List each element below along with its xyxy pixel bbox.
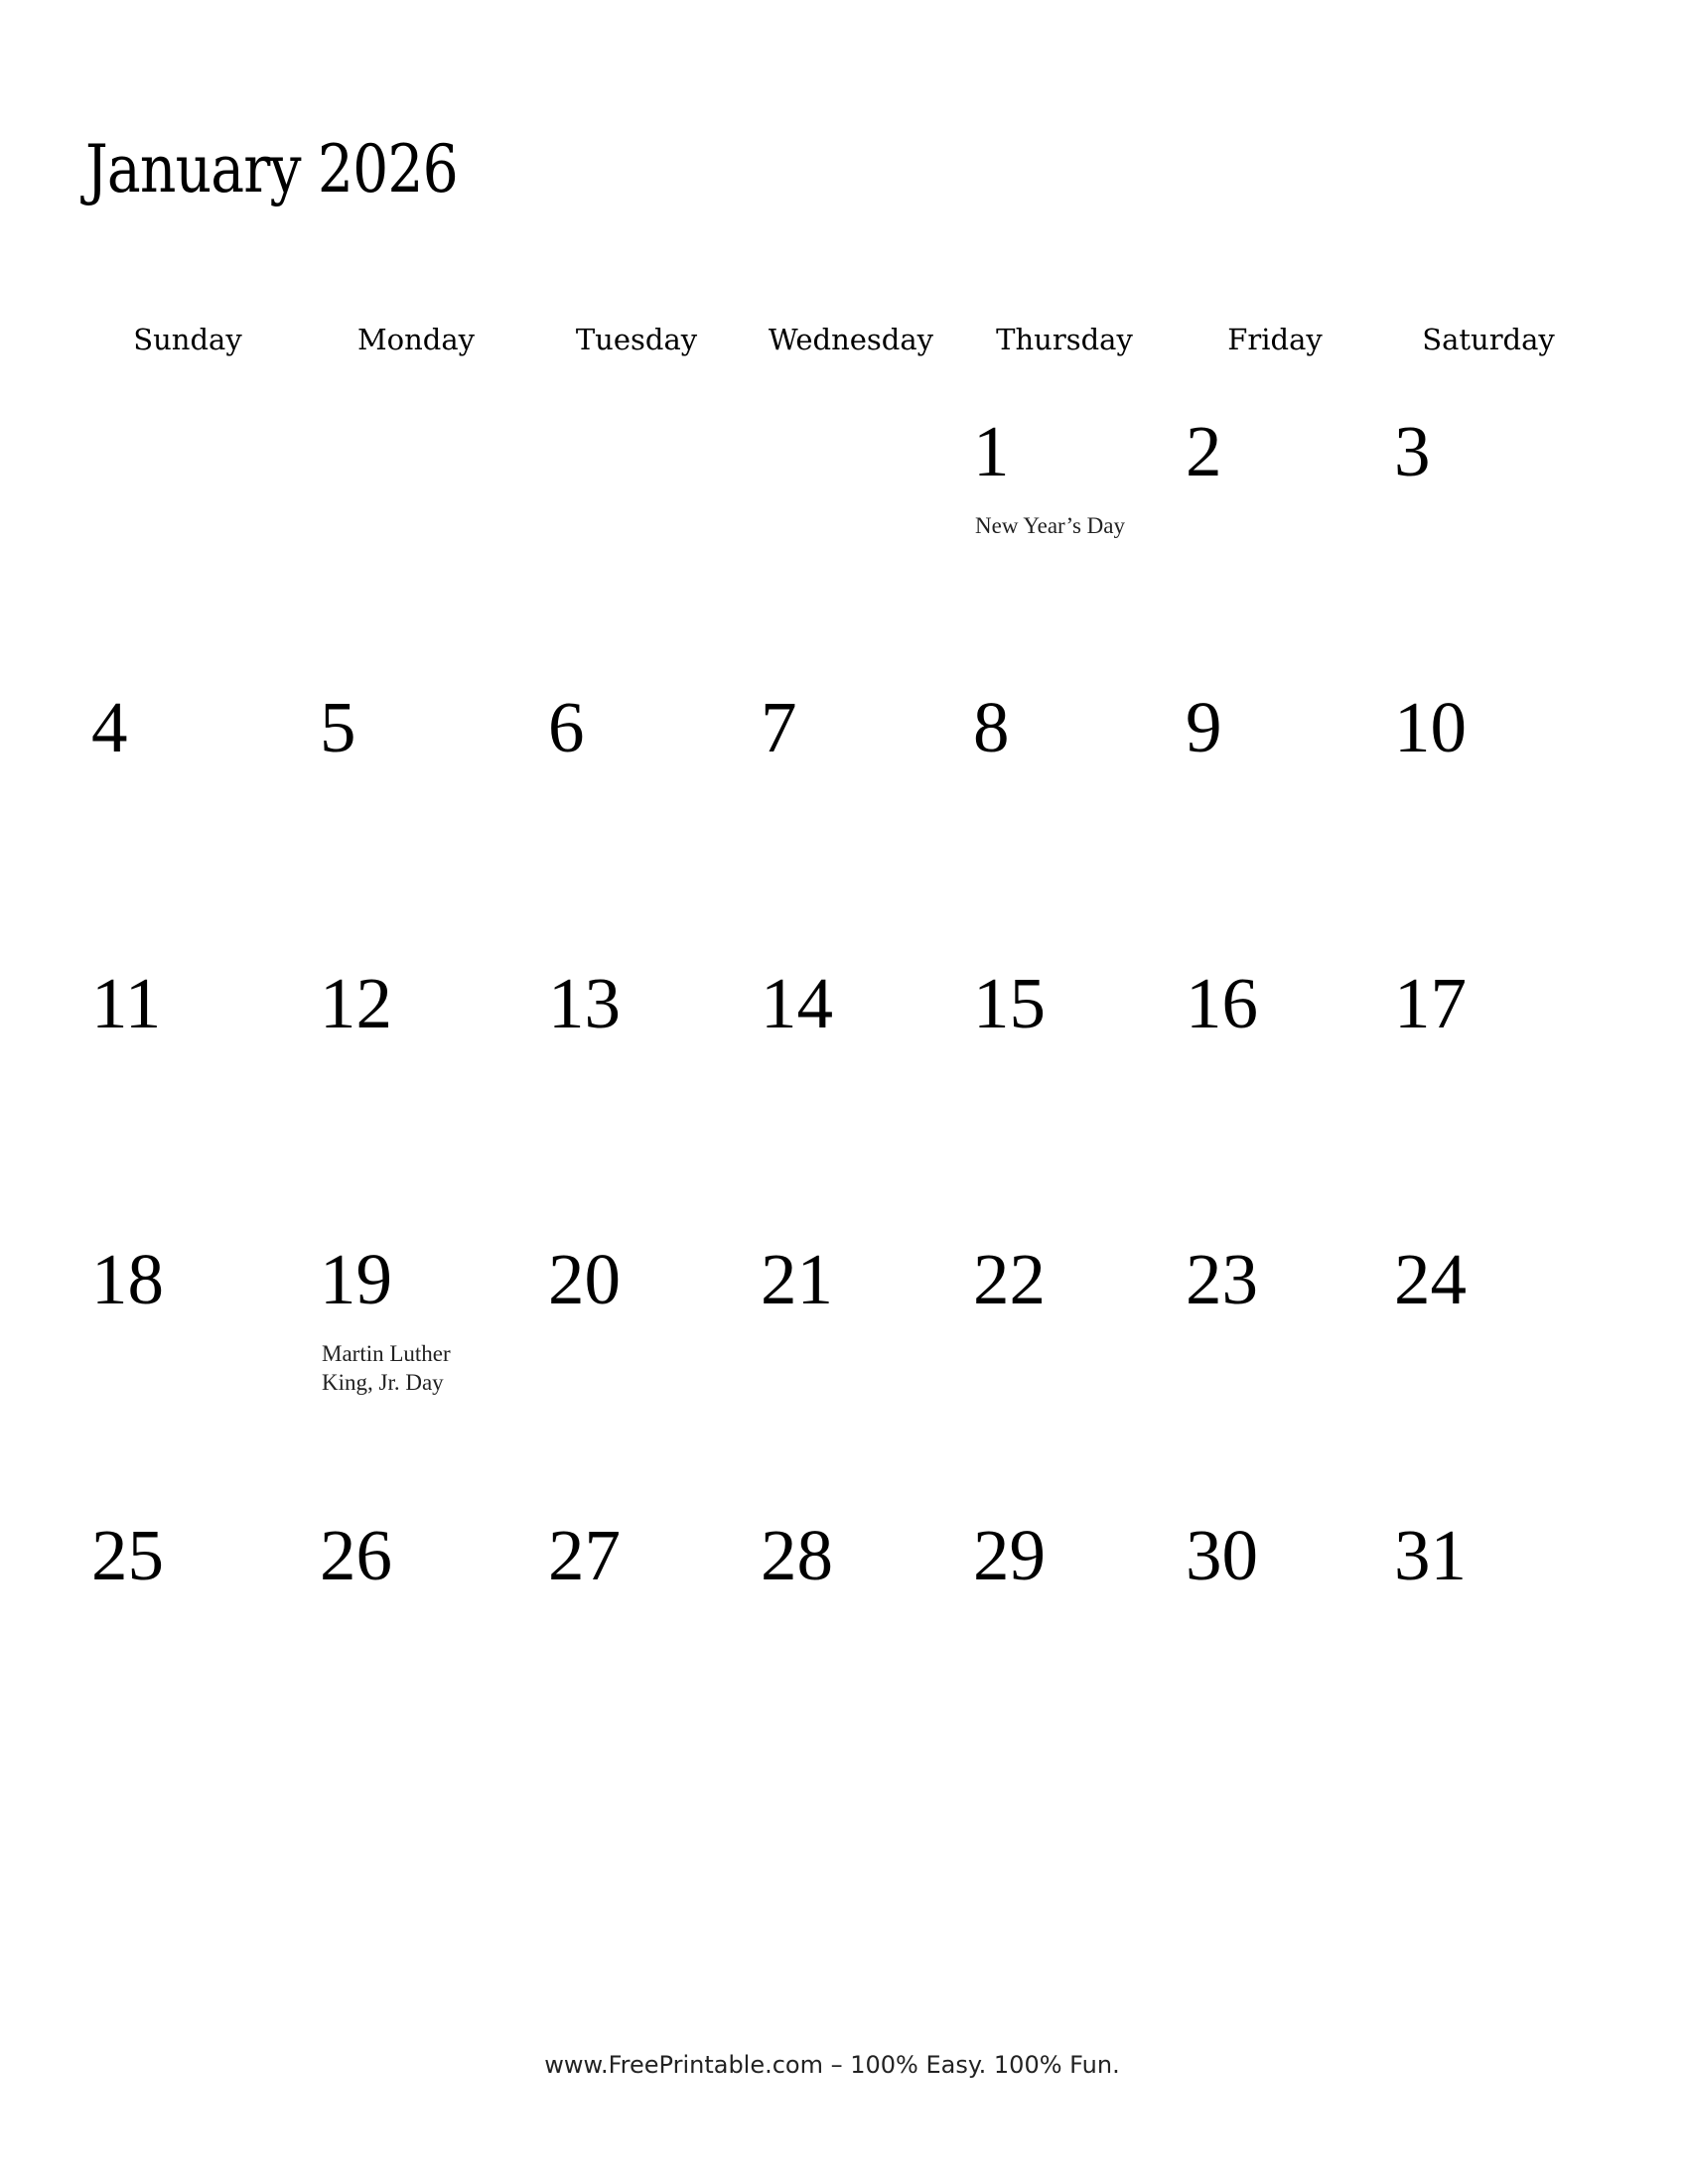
day-number: 10 [1394, 687, 1467, 767]
day-number: 4 [91, 687, 128, 767]
day-cell [1388, 959, 1597, 1227]
day-cell [755, 1235, 963, 1503]
day-cell [85, 959, 294, 1227]
day-number: 23 [1186, 1239, 1258, 1319]
weekday-saturday: Saturday [1422, 323, 1555, 356]
day-number: 27 [548, 1515, 621, 1595]
day-cell [542, 1235, 751, 1503]
day-cell [1180, 1235, 1388, 1503]
day-cell [542, 683, 751, 951]
day-cell [755, 1511, 963, 1779]
day-cell [1180, 959, 1388, 1227]
day-cell [85, 683, 294, 951]
page-title: January 2026 [85, 131, 458, 207]
day-cell [1180, 407, 1388, 675]
day-number: 22 [973, 1239, 1046, 1319]
day-cell [542, 407, 751, 675]
day-number: 9 [1186, 687, 1222, 767]
day-number: 1 [973, 411, 1010, 491]
day-cell [85, 1235, 294, 1503]
weekday-sunday: Sunday [133, 323, 242, 356]
day-number: 31 [1394, 1515, 1467, 1595]
day-number: 25 [91, 1515, 164, 1595]
day-number: 18 [91, 1239, 164, 1319]
day-cell [1388, 1235, 1597, 1503]
day-cell [967, 1235, 1176, 1503]
day-cell [1180, 1511, 1388, 1779]
day-number: 13 [548, 963, 621, 1043]
day-number: 30 [1186, 1515, 1258, 1595]
holiday-note: Martin Luther King, Jr. Day [322, 1341, 451, 1395]
weekday-wednesday: Wednesday [768, 323, 934, 356]
day-cell [314, 683, 522, 951]
weekday-monday: Monday [356, 323, 476, 356]
day-number: 5 [320, 687, 356, 767]
day-number: 3 [1394, 411, 1431, 491]
day-number: 2 [1186, 411, 1222, 491]
day-cell [542, 959, 751, 1227]
day-cell [755, 683, 963, 951]
day-cell [755, 407, 963, 675]
day-cell [1388, 407, 1597, 675]
day-number: 16 [1186, 963, 1258, 1043]
day-number: 11 [91, 963, 162, 1043]
day-number: 20 [548, 1239, 621, 1319]
day-number: 15 [973, 963, 1046, 1043]
weekday-tuesday: Tuesday [575, 323, 698, 356]
day-number: 19 [320, 1239, 392, 1319]
day-number: 8 [973, 687, 1010, 767]
day-cell [85, 407, 294, 675]
day-number: 7 [761, 687, 797, 767]
day-cell [314, 959, 522, 1227]
day-cell [967, 407, 1176, 675]
day-number: 24 [1394, 1239, 1467, 1319]
day-cell [1388, 683, 1597, 951]
day-cell [967, 1511, 1176, 1779]
day-cell [1180, 683, 1388, 951]
day-cell [755, 959, 963, 1227]
day-number: 12 [320, 963, 392, 1043]
day-cell [542, 1511, 751, 1779]
day-cell [314, 1511, 522, 1779]
day-number: 6 [548, 687, 585, 767]
day-cell [314, 1235, 522, 1503]
day-cell [967, 959, 1176, 1227]
day-cell [1388, 1511, 1597, 1779]
day-cell [85, 1511, 294, 1779]
day-number: 21 [761, 1239, 833, 1319]
day-number: 26 [320, 1515, 392, 1595]
day-number: 14 [761, 963, 833, 1043]
day-number: 28 [761, 1515, 833, 1595]
weekday-thursday: Thursday [996, 323, 1133, 356]
footer-credit: www.FreePrintable.com – 100% Easy. 100% Fun. [544, 2051, 1120, 2079]
weekday-friday: Friday [1227, 323, 1323, 356]
day-number: 17 [1394, 963, 1467, 1043]
day-cell [967, 683, 1176, 951]
day-cell [314, 407, 522, 675]
day-number: 29 [973, 1515, 1046, 1595]
holiday-note: New Year’s Day [975, 513, 1125, 538]
